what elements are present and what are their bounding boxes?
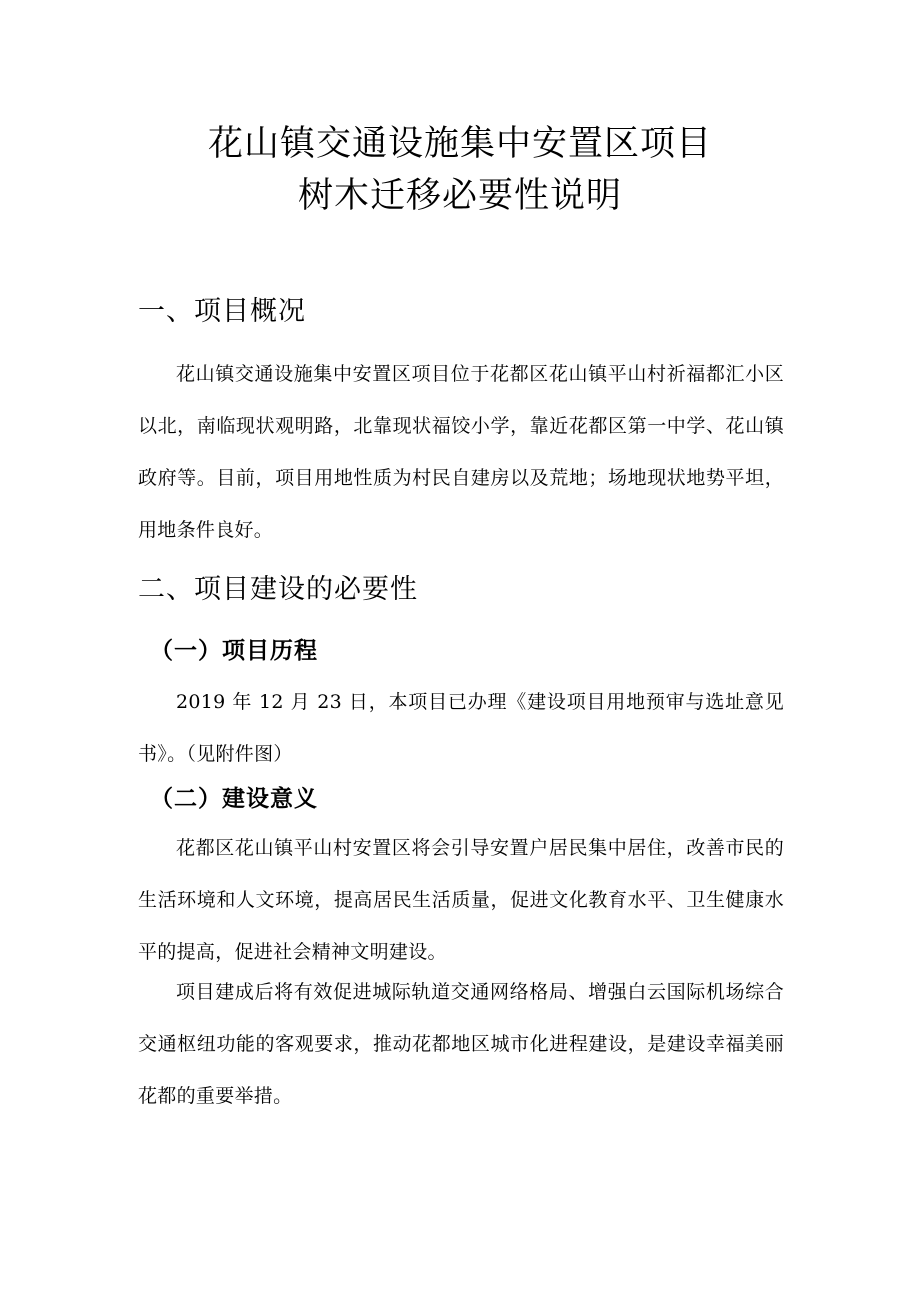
subsection-heading-history: （一）项目历程 [150, 638, 318, 664]
section-heading-overview: 一、项目概况 [138, 296, 306, 327]
overview-paragraph: 花山镇交通设施集中安置区项目位于花都区花山镇平山村祈福都汇小区以北，南临现状观明路，北靠现状福饺小学，靠近花都区第一中学、花山镇政府等。目前，项目用地性质为村民自建房以及荒地；场地现状地势平坦，用地条件良好。 [138, 363, 784, 541]
history-paragraph: 2019 年 12 月 23 日，本项目已办理《建设项目用地预审与选址意见书》。（见附件图） [138, 691, 784, 765]
document-title-line-1: 花山镇交通设施集中安置区项目 [207, 124, 712, 164]
significance-paragraph-2: 项目建成后将有效促进城际轨道交通网络格局、增强白云国际机场综合交通枢纽功能的客观要求，推动花都地区城市化进程建设，是建设幸福美丽花都的重要举措。 [138, 981, 784, 1107]
section-heading-necessity: 二、项目建设的必要性 [138, 574, 418, 605]
significance-paragraph-1: 花都区花山镇平山村安置区将会引导安置户居民集中居住，改善市民的生活环境和人文环境，提高居民生活质量，促进文化教育水平、卫生健康水平的提高，促进社会精神文明建设。 [138, 837, 784, 963]
subsection-heading-significance: （二）建设意义 [150, 786, 318, 812]
document-title-line-2: 树木迁移必要性说明 [297, 176, 622, 216]
